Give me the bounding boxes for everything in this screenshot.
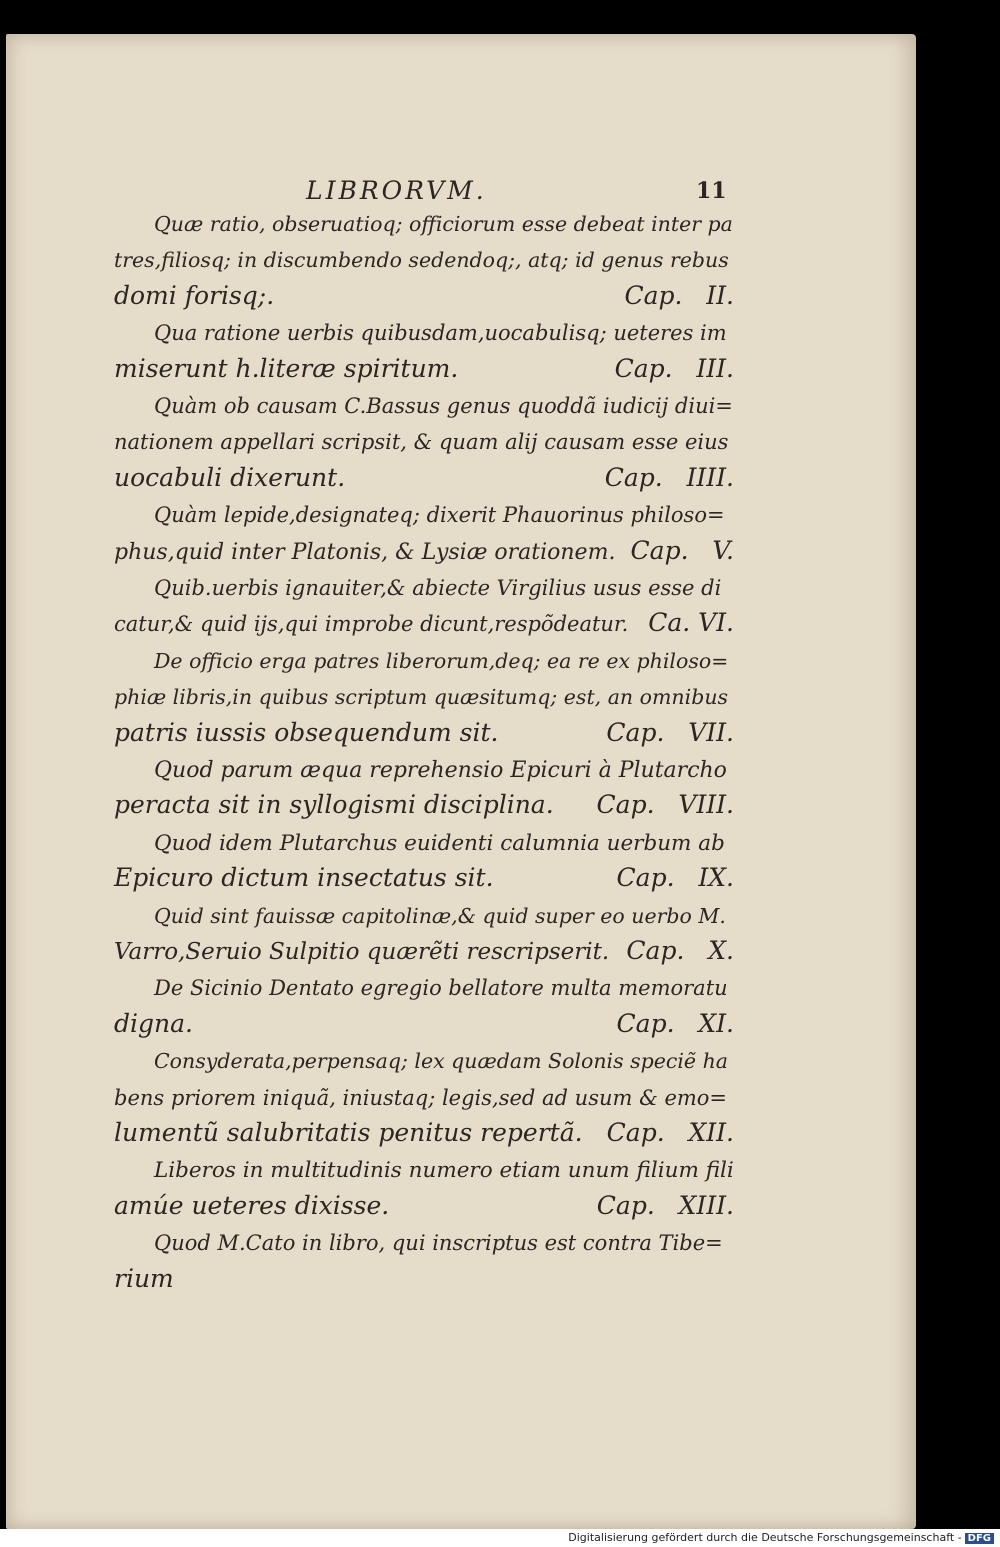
entry-text: amúe ueteres dixisse.	[114, 1190, 390, 1220]
entry-text: Quod parum æqua reprehensio Epicuri à Plutarcho	[154, 758, 727, 783]
entry-line	[154, 572, 734, 603]
entry-line	[154, 1045, 734, 1076]
folio-number: 11	[696, 178, 727, 204]
entry-text: uocabuli dixerunt.	[114, 462, 346, 492]
entry-line	[114, 536, 734, 568]
footer-bar	[0, 1529, 1000, 1547]
entry-text: Epicuro dictum insectatus sit.	[114, 863, 494, 893]
chapter-number: Cap. VIII.	[596, 790, 734, 820]
entry-line	[154, 317, 734, 348]
entry-line	[154, 208, 734, 239]
entry-text: Quod M.Cato in libro, qui inscriptus est contra Tibe=	[154, 1231, 723, 1256]
entry-text: Liberos in multitudinis numero etiam unum filium fili	[154, 1158, 734, 1184]
entry-line	[114, 1082, 734, 1113]
entry-text: Quib.uerbis ignauiter,& abiecte Virgilius usus esse di	[154, 576, 722, 600]
entry-text: Qua ratione uerbis quibusdam,uocabulisq; ueteres im	[154, 321, 727, 346]
entry-text: Varro,Seruio Sulpitio quærẽti rescripserit.	[114, 939, 610, 965]
entry-line	[114, 863, 734, 893]
chapter-number: Ca. VI.	[648, 608, 734, 638]
footer-text: Digitalisierung gefördert durch die Deutsche Forschungsgemeinschaft -	[568, 1531, 962, 1544]
entry-line	[154, 390, 734, 421]
entry-text: tres,filiosq; in discumbendo sedendoq;, atq; id genus rebus	[114, 248, 729, 273]
entry-line	[114, 1264, 734, 1294]
entry-line	[154, 972, 734, 1003]
chapter-number: Cap. IX.	[616, 863, 734, 893]
chapter-number: Cap. XIII.	[596, 1190, 734, 1220]
entry-text: catur,& quid ijs,qui improbe dicunt,respõdeatur.	[114, 612, 629, 637]
running-title: LIBRORVM.	[306, 176, 487, 205]
entry-text: nationem appellari scripsit, & quam alij causam esse eius	[114, 430, 729, 455]
chapter-number: Cap. X.	[626, 936, 734, 965]
entry-line	[154, 900, 734, 931]
chapter-number: Cap. II.	[624, 280, 734, 310]
entry-text: Quàm lepide,designateq; dixerit Phauorinus philoso=	[154, 503, 725, 528]
entry-line	[114, 244, 734, 275]
entry-line	[114, 681, 734, 712]
entry-text: Quod idem Plutarchus euidenti calumnia uerbum ab	[154, 830, 725, 856]
entry-text: miserunt h.literæ spiritum.	[114, 353, 459, 383]
entry-text: De officio erga patres liberorum,deq; ea re ex philoso=	[154, 648, 729, 673]
entry-line	[114, 281, 734, 311]
entry-line	[114, 936, 734, 967]
entry-line	[114, 426, 734, 457]
entry-line	[114, 1009, 734, 1039]
entry-text: digna.	[114, 1008, 193, 1038]
entry-text: patris iussis obsequendum sit.	[114, 717, 499, 747]
chapter-number: Cap. XI.	[616, 1008, 734, 1038]
entry-text: phus,quid inter Platonis, & Lysiæ orationem.	[114, 539, 616, 565]
entry-text: Quæ ratio, obseruatioq; officiorum esse debeat inter pa	[154, 212, 733, 236]
entry-line	[154, 499, 734, 530]
entry-line	[114, 1118, 734, 1148]
book-page	[6, 34, 916, 1529]
dfg-logo: DFG	[965, 1533, 994, 1544]
chapter-number: Cap. IIII.	[604, 462, 734, 492]
entry-line	[154, 827, 734, 859]
entry-text: peracta sit in syllogismi disciplina.	[114, 790, 554, 820]
entry-line	[114, 790, 734, 820]
entry-text: Quàm ob causam C.Bassus genus quoddã iudicij diui=	[154, 394, 733, 418]
entry-text: De Sicinio Dentato egregio bellatore multa memoratu	[154, 976, 728, 1001]
entry-line	[154, 1154, 734, 1186]
entry-text: Consyderata,perpensaq; lex quædam Solonis speciẽ ha	[154, 1049, 729, 1074]
entry-text: lumentũ salubritatis penitus repertã.	[114, 1118, 583, 1147]
chapter-list	[6, 34, 916, 1529]
entry-text: rium	[114, 1263, 174, 1293]
entry-line	[114, 608, 734, 639]
entry-line	[114, 463, 734, 493]
entry-text: bens priorem iniquã, iniustaq; legis,sed ad usum & emo=	[114, 1085, 728, 1110]
chapter-number: Cap. V.	[630, 535, 734, 565]
entry-line	[114, 718, 734, 748]
entry-line	[154, 1227, 734, 1258]
entry-line	[114, 354, 734, 384]
chapter-number: Cap. III.	[614, 353, 734, 383]
chapter-number: Cap. VII.	[606, 717, 734, 747]
entry-text: phiæ libris,in quibus scriptum quæsitumq; est, an omnibus	[114, 685, 729, 710]
entry-text: Quid sint fauissæ capitolinæ,& quid super eo uerbo M.	[154, 903, 726, 928]
chapter-number: Cap. XII.	[606, 1118, 734, 1147]
entry-text: domi forisq;.	[114, 280, 275, 310]
entry-line	[114, 1191, 734, 1221]
entry-line	[154, 645, 734, 676]
entry-line	[154, 754, 734, 786]
